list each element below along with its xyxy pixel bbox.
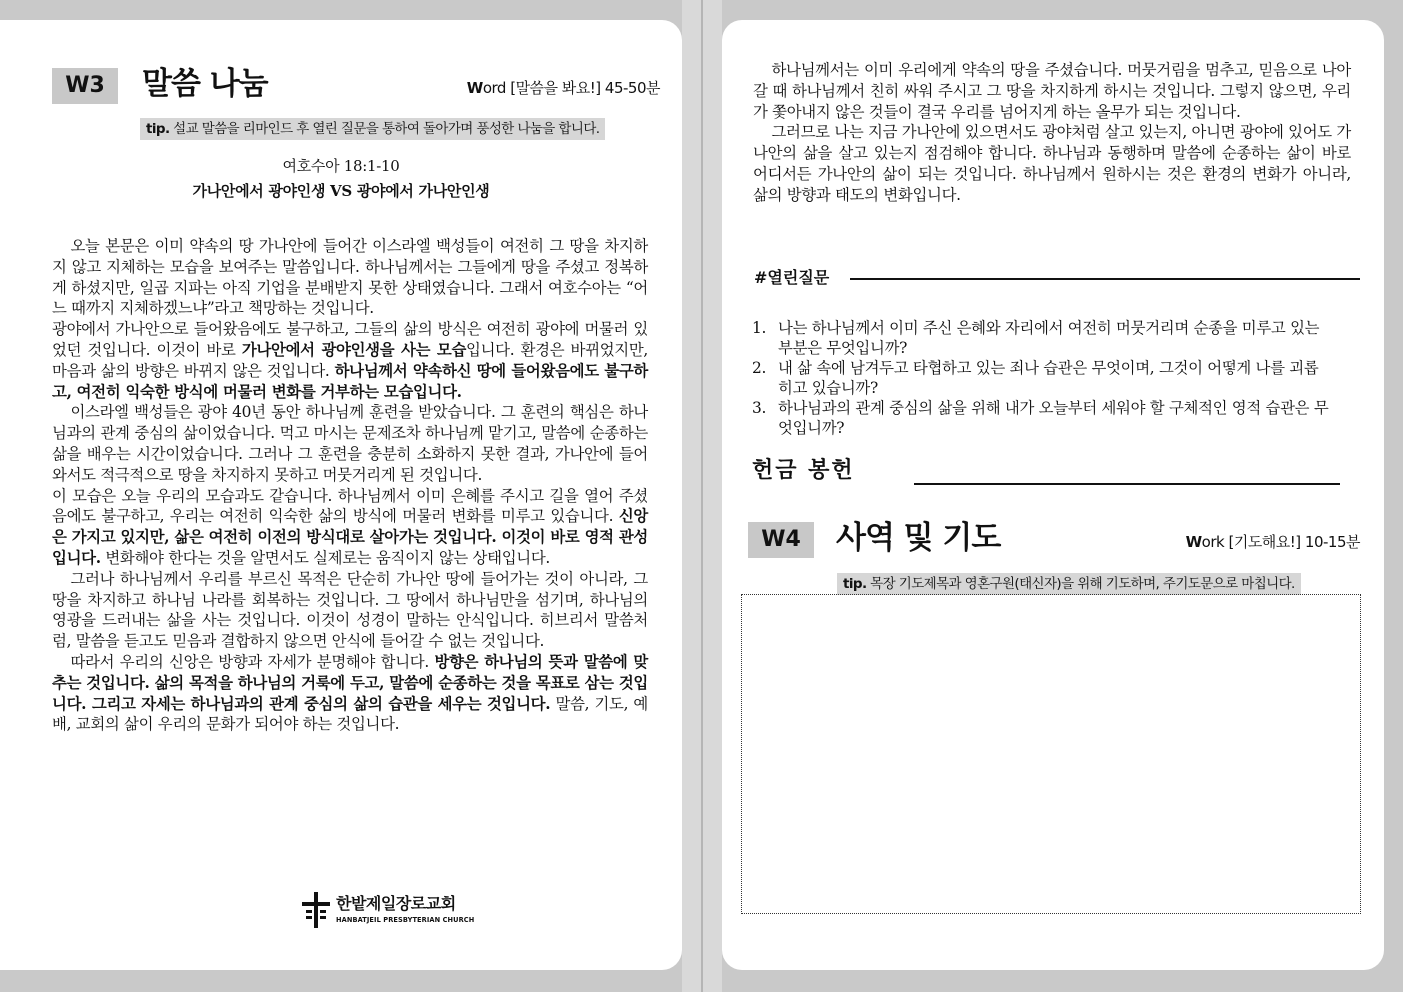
question-item <box>752 318 1332 358</box>
tip-bar <box>140 118 605 140</box>
prayer-notes-box[interactable] <box>741 594 1361 914</box>
question-text: 내 삶 속에 남겨두고 타협하고 있는 죄나 습관은 무엇이며, 그것이 어떻게 나를 괴롭히고 있습니까? <box>778 359 1319 397</box>
meta-text: ord [말씀을 봐요!] 45-50분 <box>482 79 660 97</box>
text-run: 이 모습은 오늘 우리의 모습과도 같습니다. 하나님께서 이미 은혜를 주시고 길을 열어 주셨음에도 불구하고, 우리는 여전히 익숙한 삶의 방식에 머물러 변화를 미루고 있습니다. <box>52 486 648 526</box>
section-meta <box>467 78 660 98</box>
meta-text: ork [기도해요!] 10-15분 <box>1201 533 1360 551</box>
sermon-body <box>52 236 648 735</box>
question-number: 1. <box>752 319 767 337</box>
tip-text: 설교 말씀을 리마인드 후 열린 질문을 통하여 돌아가며 풍성한 나눔을 합니다. <box>169 121 600 137</box>
scripture-reference: 여호수아 18:1-10 <box>282 157 400 175</box>
text-run: 광야에서 가나안으로 들어왔음에도 불구하고, 그들의 삶의 방식은 여전히 광야에 머물러 있었던 것입니다. 이것이 바로 <box>52 320 648 359</box>
paragraph <box>52 652 648 735</box>
tip-label: tip. <box>843 576 867 592</box>
question-number: 2. <box>752 359 767 377</box>
bold-run: 가나안에서 광야인생을 사는 모습 <box>241 340 467 359</box>
paragraph: 하나님께서는 이미 우리에게 약속의 땅을 주셨습니다. 머뭇거림을 멈추고, 믿음으로 나아갈 때 하나님께서 친히 싸워 주시고 그 땅을 차지하게 하시는 것입니다. 그렇지 않으면, 우리가 쫓아내지 않은 것들이 결국 우리를 넘어지게 하는 올무가 되는 것입니다. <box>753 61 1351 121</box>
meta-prefix: W <box>1185 533 1202 551</box>
bold-run: 하나님께서 약속하신 땅에 들어왔음에도 불구하고, 여전히 익숙한 방식에 머물러 변화를 거부하는 모습입니다. <box>52 361 648 401</box>
church-logo <box>300 892 490 932</box>
open-questions-header <box>754 266 1360 290</box>
paragraph: 그러므로 나는 지금 가나안에 있으면서도 광야처럼 살고 있는지, 아니면 광야에 있어도 가나안의 삶을 살고 있는지 점검해야 합니다. 하나님과 동행하며 말씀에 순종하는 삶이 바로 어디서든 가나안의 삶이 되는 것입니다. 하나님께서 원하시는 것은 환경의 변화가 아니라, 삶의 방향과 태도의 변화입니다. <box>753 123 1352 204</box>
left-page <box>0 20 682 970</box>
sermon-body-continued <box>753 60 1351 206</box>
church-name-english: HANBATJEIL PRESBYTERIAN CHURCH <box>336 916 475 924</box>
offering-rule <box>914 483 1340 485</box>
paragraph: 이스라엘 백성들은 광야 40년 동안 하나님께 훈련을 받았습니다. 그 훈련의 핵심은 하나님과의 관계 중심의 삶이었습니다. 먹고 마시는 문제조차 하나님께 맡기고, 말씀에 순종하는 삶을 배우는 시간이었습니다. 그러나 그 훈련을 충분히 소화하지 못한 결과, 가나안에 들어와서도 적극적으로 땅을 차지하지 못하고 머뭇거리게 된 것입니다. <box>52 403 648 484</box>
question-item <box>752 358 1332 398</box>
text-run: 변화해야 한다는 것을 알면서도 실제로는 움직이지 않는 상태입니다. <box>100 548 550 567</box>
question-number: 3. <box>752 399 767 417</box>
paragraph <box>52 319 648 402</box>
question-item <box>752 398 1332 438</box>
question-list <box>752 318 1332 438</box>
cross-logo-icon <box>300 892 332 928</box>
sermon-title: 가나안에서 광야인생 VS 광야에서 가나안인생 <box>192 182 490 200</box>
offering-heading: 헌금 봉헌 <box>752 458 855 483</box>
section-badge-w4: W4 <box>748 522 814 558</box>
section-meta <box>1186 532 1360 552</box>
bold-run: 신앙은 가지고 있지만, 삶은 여전히 이전의 방식대로 살아가는 것입니다. 이것이 바로 영적 관성입니다. <box>52 507 648 567</box>
open-questions-label: #열린질문 <box>754 268 830 287</box>
meta-prefix: W <box>466 79 483 97</box>
question-text: 하나님과의 관계 중심의 삶을 위해 내가 오늘부터 세워야 할 구체적인 영적 습관은 무엇입니까? <box>778 399 1329 437</box>
text-run: 입니다. 환경은 바뀌었지만, 마음과 삶의 방향은 바뀌지 않은 것입니다. <box>52 340 648 380</box>
tip-bar <box>837 573 1301 595</box>
church-name: 한밭제일장로교회 <box>336 894 456 913</box>
section-title: 말씀 나눔 <box>142 66 268 102</box>
paragraph: 그러나 하나님께서 우리를 부르신 목적은 단순히 가나안 땅에 들어가는 것이 아니라, 그 땅을 차지하고 하나님 나라를 회복하는 것입니다. 그 땅에서 하나님만을 섬기며, 하나님의 영광을 드러내는 삶을 사는 것입니다. 이것이 성경이 말하는 안식입니다. 히브리서 말씀처럼, 말씀을 듣고도 믿음과 결합하지 않으면 안식에 들어갈 수 없는 것입니다. <box>52 569 648 651</box>
header-rule <box>850 278 1360 280</box>
tip-label: tip. <box>146 121 170 137</box>
tip-text: 목장 기도제목과 영혼구원(태신자)을 위해 기도하며, 주기도문으로 마칩니다. <box>866 576 1295 592</box>
page-fold-line <box>701 0 703 992</box>
right-page <box>722 20 1384 970</box>
paragraph: 오늘 본문은 이미 약속의 땅 가나안에 들어간 이스라엘 백성들이 여전히 그 땅을 차지하지 않고 지체하는 모습을 보여주는 말씀입니다. 하나님께서는 그들에게 땅을 주셨고 정복하게 하셨지만, 일곱 지파는 아직 기업을 분배받지 못한 상태였습니다. 그래서 여호수아는 “어느 때까지 지체하겠느냐”라고 책망하는 것입니다. <box>52 237 648 318</box>
paragraph <box>52 486 648 569</box>
bold-run: 방향은 하나님의 뜻과 말씀에 맞추는 것입니다. 삶의 목적을 하나님의 거룩에 두고, 말씀에 순종하는 것을 목표로 삼는 것입니다. 그리고 자세는 하나님과의 관계 중심의 삶의 습관을 세우는 것입니다. <box>52 652 648 713</box>
question-text: 나는 하나님께서 이미 주신 은혜와 자리에서 여전히 머뭇거리며 순종을 미루고 있는 부분은 무엇입니까? <box>778 319 1320 357</box>
section-badge-w3: W3 <box>52 68 118 104</box>
section-title: 사역 및 기도 <box>836 520 1001 556</box>
text-run: 따라서 우리의 신앙은 방향과 자세가 분명해야 합니다. <box>70 652 435 671</box>
text-run: 말씀, 기도, 예배, 교회의 삶이 우리의 문화가 되어야 하는 것입니다. <box>52 694 648 734</box>
